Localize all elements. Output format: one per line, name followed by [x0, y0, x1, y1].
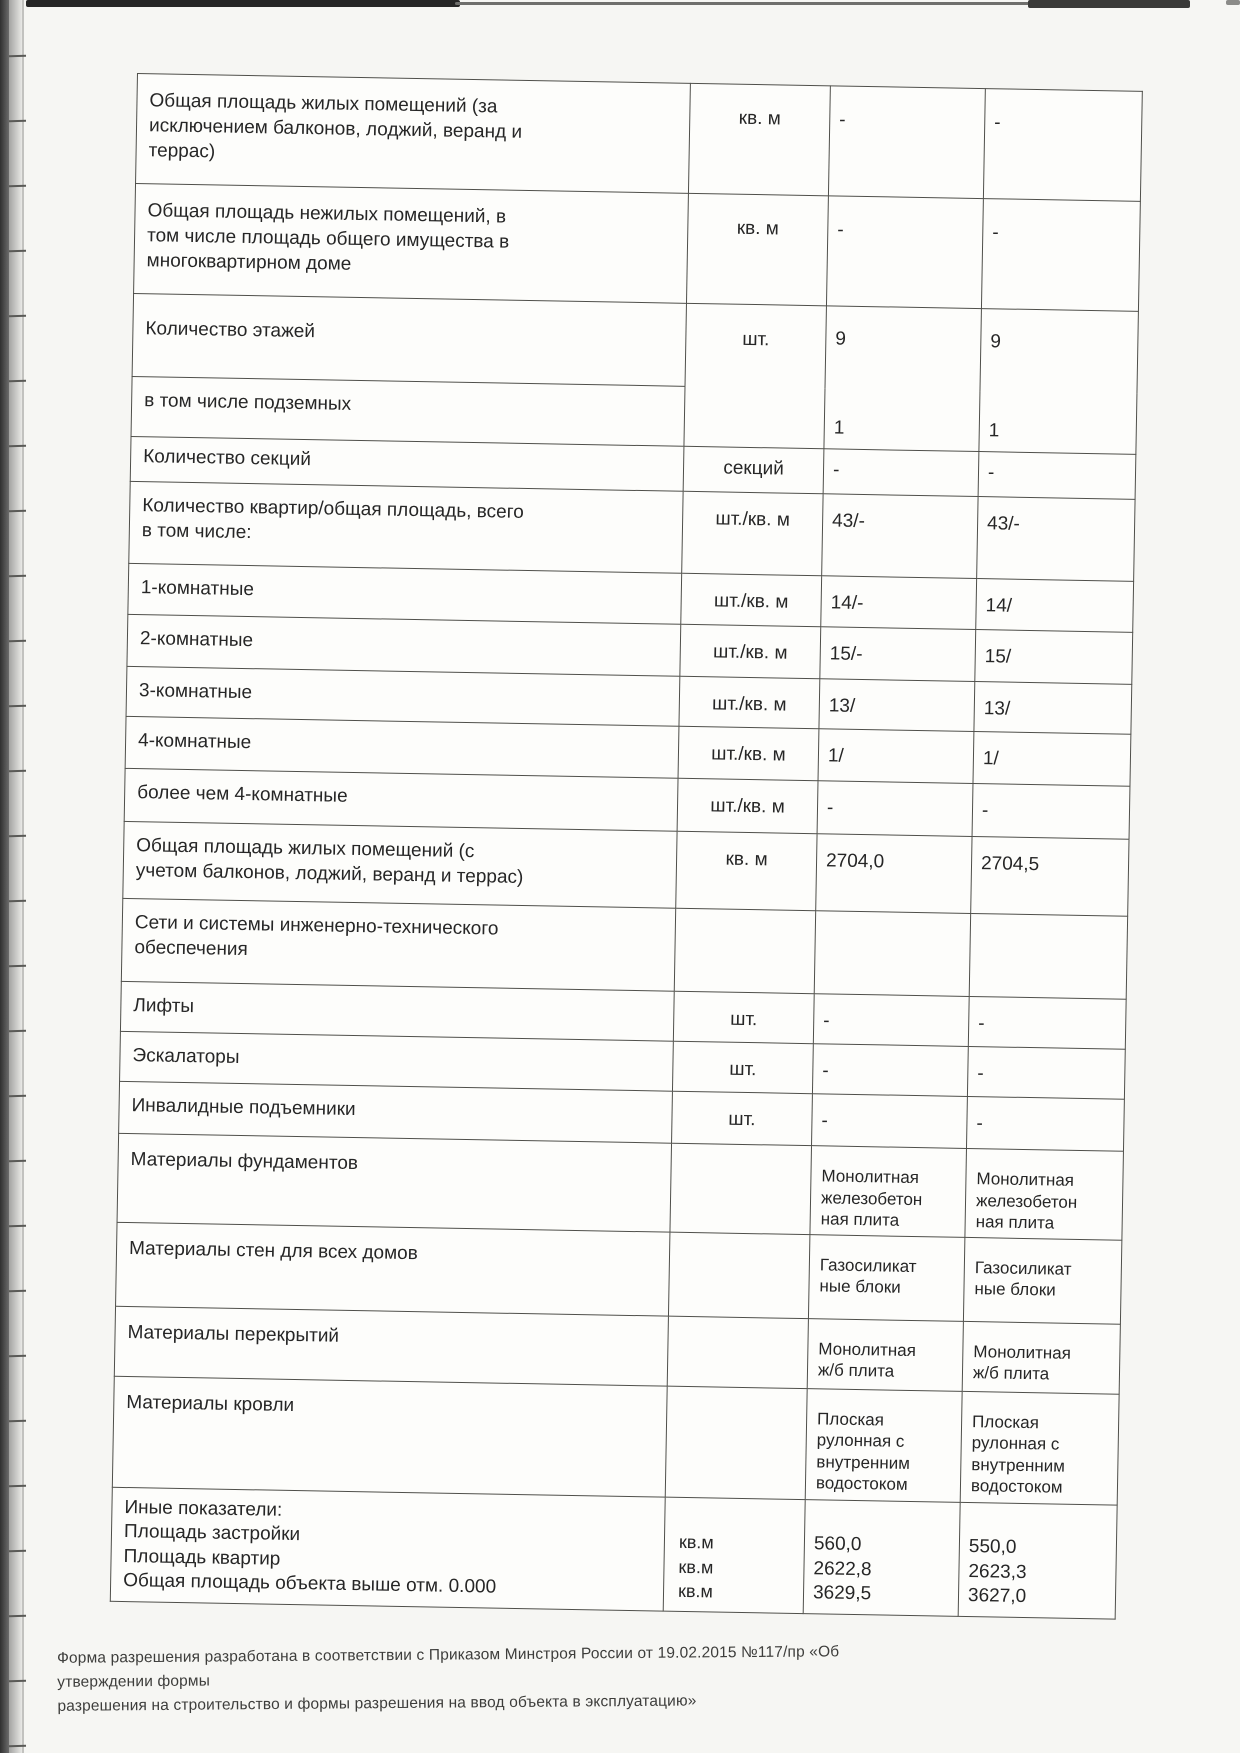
table-row	[136, 74, 1143, 202]
row-actual-value: -	[978, 452, 1136, 500]
row-approved-value: 13/	[819, 679, 975, 732]
row-actual-value: 15/	[975, 630, 1133, 685]
row-actual-value: -	[966, 1096, 1124, 1151]
row-unit: шт.	[673, 991, 814, 1043]
row-unit: кв. м	[688, 83, 830, 195]
indicator-value: 2623,3	[968, 1560, 1027, 1583]
row-label: Количество секций	[130, 436, 684, 491]
row-label: Общая площадь жилых помещений (с учетом балконов, лоджий, веранд и террас)	[123, 821, 677, 908]
row-approved-value: 2704,0	[816, 834, 972, 914]
row-unit: шт./кв. м	[681, 573, 822, 626]
row-actual-value: -	[981, 199, 1140, 312]
row-approved-value: 14/-	[821, 576, 977, 630]
indicator-label: Площадь застройки	[123, 1521, 301, 1546]
row-unit: шт./кв. м	[682, 491, 823, 575]
row-label: в том числе подземных	[131, 376, 685, 446]
row-label: 4-комнатные	[125, 716, 679, 778]
row-label: Общая площадь жилых помещений (за исключением балконов, лоджий, веранд и террас)	[136, 74, 691, 194]
row-unit: шт./кв. м	[678, 726, 819, 780]
indicator-unit: кв.м	[677, 1580, 714, 1602]
row-actual-value: 1/	[973, 732, 1131, 787]
row-actual-value: 13/	[974, 682, 1132, 735]
footer-note	[57, 1639, 938, 1718]
row-approved-value: -	[823, 449, 979, 497]
row-approved-value: -	[817, 781, 973, 837]
row-actual-value: Плоская рулонная с внутренним водостоком	[960, 1391, 1119, 1505]
floors-total: 9	[990, 331, 1002, 353]
footer-note-line: разрешения на строительство и формы разрешения на ввод объекта в эксплуатацию»	[57, 1692, 697, 1715]
row-actual-value: Монолитная железобетонная плита	[965, 1148, 1124, 1239]
row-approved-value: 15/-	[820, 627, 976, 682]
row-unit: шт./кв. м	[677, 778, 818, 833]
row-actual-value: 14/	[976, 579, 1134, 633]
scan-top-streak-right	[1028, 0, 1190, 8]
row-label: Количество этажей	[132, 293, 686, 385]
row-actual-value	[979, 309, 1139, 455]
row-unit	[665, 1386, 807, 1499]
row-approved-value	[814, 911, 970, 997]
row-label: Эскалаторы	[120, 1031, 674, 1091]
row-approved-value: Газосиликатные блоки	[808, 1234, 964, 1321]
permit-form-content	[56, 73, 1142, 1715]
row-actual-value: -	[972, 783, 1130, 839]
row-unit: шт.	[672, 1091, 813, 1145]
row-label: Общая площадь нежилых помещений, в том числе площадь общего имущества в многоквартирном доме	[134, 183, 689, 303]
row-actual-value	[969, 913, 1127, 999]
row-actual-value: -	[983, 89, 1142, 202]
row-approved-value: -	[812, 1044, 968, 1097]
indicator-value: 3629,5	[812, 1582, 872, 1605]
indicators-table	[110, 73, 1143, 1619]
row-actual-value: 43/-	[977, 497, 1135, 582]
row-approved-value: 43/-	[822, 494, 978, 579]
row-actual-value: -	[967, 1046, 1125, 1099]
row-unit: шт./кв. м	[680, 624, 821, 678]
floors-underground: 1	[988, 420, 1000, 442]
row-label: Инвалидные подъемники	[119, 1081, 673, 1143]
row-label: 2-комнатные	[127, 614, 681, 676]
row-approved-value	[824, 306, 982, 452]
row-actual-value	[958, 1502, 1117, 1619]
indicator-value: 550,0	[968, 1536, 1017, 1558]
row-label: Материалы кровли	[112, 1376, 667, 1497]
row-label: Материалы перекрытий	[114, 1306, 668, 1386]
other-indicators-title: Иные показатели:	[124, 1496, 283, 1521]
row-approved-value	[803, 1499, 960, 1616]
scan-left-page-edge-line	[22, 0, 24, 1753]
row-unit	[667, 1316, 808, 1388]
row-label: Лифты	[120, 981, 674, 1041]
row-label	[110, 1487, 665, 1611]
row-actual-value: Газосиликатные блоки	[963, 1237, 1121, 1324]
row-unit: шт./кв. м	[679, 676, 820, 728]
row-approved-value: -	[812, 1094, 968, 1149]
row-approved-value: 1/	[818, 729, 974, 784]
row-actual-value: -	[968, 996, 1126, 1049]
indicator-value: 3627,0	[967, 1585, 1027, 1608]
row-label: Сети и системы инженерно-технического обеспечения	[121, 898, 675, 991]
scan-top-streak	[26, 0, 460, 7]
indicator-value: 560,0	[813, 1533, 862, 1556]
row-approved-value: Монолитная ж/б плита	[807, 1318, 963, 1391]
row-label: более чем 4-комнатные	[124, 768, 678, 831]
row-label: 3-комнатные	[126, 666, 680, 726]
row-unit	[668, 1232, 809, 1318]
row-approved-value: Плоская рулонная с внутренним водостоком	[805, 1388, 962, 1502]
row-unit: шт.	[672, 1041, 813, 1093]
footer-note-line: Форма разрешения разработана в соответствии с Приказом Минстроя России от 19.02.2015 №117/пр «Об утверждении формы	[56, 1643, 840, 1691]
row-actual-value: Монолитная ж/б плита	[962, 1321, 1120, 1394]
row-label: Материалы фундаментов	[117, 1133, 671, 1231]
row-unit: шт.	[684, 303, 827, 448]
row-label: Материалы стен для всех домов	[116, 1222, 670, 1316]
scan-left-edge-fade	[9, 0, 23, 1753]
row-approved-value: -	[813, 994, 969, 1047]
row-unit	[674, 908, 815, 993]
row-approved-value: -	[828, 86, 985, 199]
table-row	[134, 183, 1141, 311]
table-row-other-indicators	[110, 1487, 1117, 1619]
row-approved-value: Монолитная железобетонная плита	[810, 1146, 967, 1237]
row-unit	[670, 1143, 812, 1234]
floors-total: 9	[835, 328, 847, 350]
row-unit	[663, 1497, 805, 1613]
row-label: Количество квартир/общая площадь, всего в том числе:	[129, 481, 683, 573]
table-row	[112, 1376, 1119, 1505]
row-approved-value: -	[826, 196, 983, 309]
indicator-label: Общая площадь объекта выше отм. 0.000	[122, 1569, 497, 1598]
floors-underground: 1	[833, 417, 845, 439]
indicator-unit: кв.м	[678, 1531, 714, 1553]
scan-top-corner-mark	[1226, 0, 1240, 5]
row-unit: кв. м	[686, 193, 828, 305]
row-unit: секций	[683, 446, 824, 493]
indicator-value: 2622,8	[813, 1557, 872, 1580]
indicator-unit: кв.м	[678, 1556, 714, 1577]
indicator-label: Площадь квартир	[123, 1545, 281, 1570]
row-label: 1-комнатные	[128, 563, 682, 624]
row-unit: кв. м	[676, 831, 817, 910]
row-actual-value: 2704,5	[971, 836, 1129, 916]
scan-left-edge-strip	[0, 0, 9, 1753]
